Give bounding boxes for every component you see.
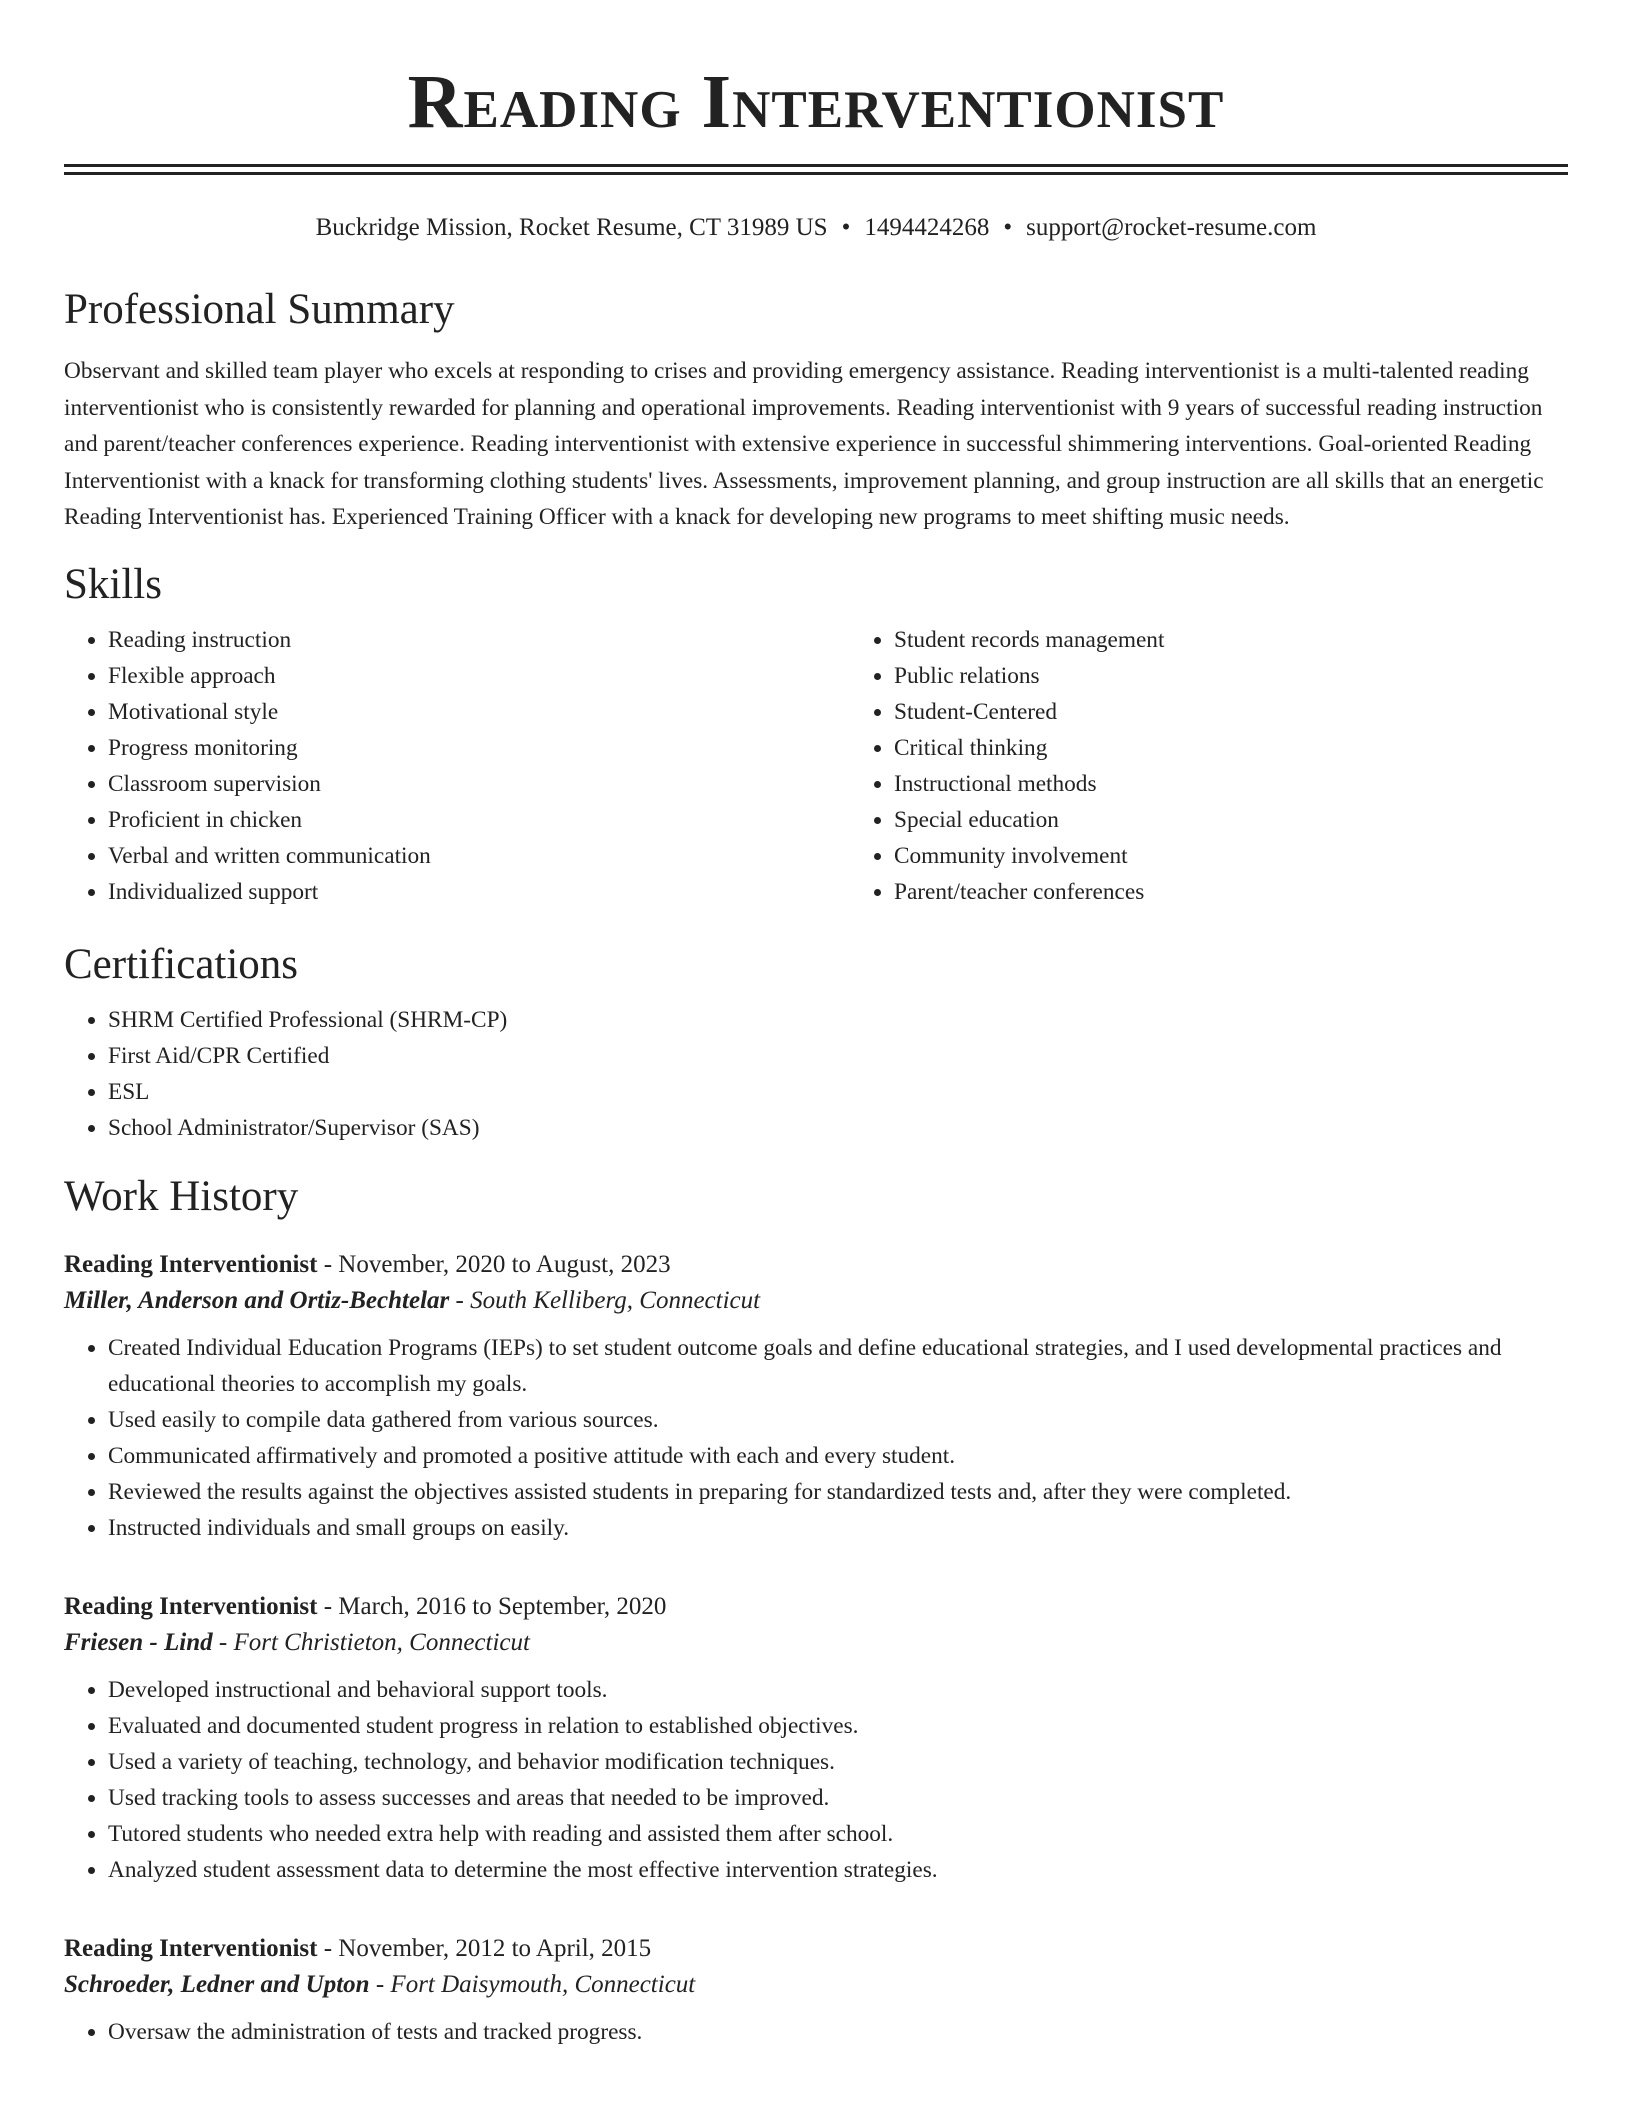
- skill-item: • Special education: [894, 802, 1632, 838]
- skill-item: • Instructional methods: [894, 766, 1632, 802]
- certification-item: • First Aid/CPR Certified: [108, 1038, 1568, 1074]
- job-title: Reading Interventionist: [64, 1250, 318, 1278]
- skill-item: • Progress monitoring: [108, 730, 850, 766]
- certifications-heading: Certifications: [64, 940, 299, 988]
- job-company: Miller, Anderson and Ortiz-Bechtelar: [64, 1286, 450, 1314]
- job-location: - South Kelliberg, Connecticut: [455, 1286, 761, 1314]
- job-company-line: [64, 1282, 1568, 1320]
- job-title: Reading Interventionist: [64, 1934, 318, 1962]
- contact-line: [64, 213, 1568, 243]
- job-bullet: • Oversaw the administration of tests and tracked progress.: [108, 2014, 1568, 2050]
- job-company-line: [64, 1624, 1568, 1662]
- skills-list-right: [850, 622, 1632, 910]
- contact-separator: •: [1003, 214, 1013, 241]
- skill-item: • Motivational style: [108, 694, 850, 730]
- skill-item: • Individualized support: [108, 874, 850, 910]
- skill-item: • Reading instruction: [108, 622, 850, 658]
- summary-text: Observant and skilled team player who excels at responding to crises and providing emergency assistance. Reading interventionist is a multi-talented reading interventionist who is consistently rewarded for planning and operational improvements. Reading interventionist with 9 years of successful reading instruction and parent/teacher conferences experience. Reading interventionist with extensive experience in successful shimmering interventions. Goal-oriented Reading Interventionist with a knack for transforming clothing students' lives. Assessments, improvement planning, and group instruction are all skills that an energetic Reading Interventionist has. Experienced Training Officer with a knack for developing new programs to meet shifting music needs.: [64, 358, 1544, 530]
- skills-heading: Skills: [64, 560, 162, 608]
- work-history-heading: Work History: [64, 1172, 299, 1220]
- job-company: Schroeder, Ledner and Upton: [64, 1970, 370, 1998]
- skill-item: • Community involvement: [894, 838, 1632, 874]
- job-title: Reading Interventionist: [64, 1592, 318, 1620]
- job-bullet: • Developed instructional and behavioral support tools.: [108, 1672, 1568, 1708]
- job-company-line: [64, 1966, 1568, 2004]
- job-title-line: [64, 1248, 1568, 1282]
- skills-columns: [64, 622, 1568, 910]
- skill-item: • Student-Centered: [894, 694, 1632, 730]
- job-dates: - March, 2016 to September, 2020: [323, 1592, 667, 1620]
- job-bullets: [64, 1672, 1568, 1888]
- job-bullet: • Reviewed the results against the objectives assisted students in preparing for standardized tests and, after they were completed.: [108, 1474, 1568, 1510]
- skill-item: • Classroom supervision: [108, 766, 850, 802]
- job-bullets: [64, 1330, 1568, 1546]
- skill-item: • Critical thinking: [894, 730, 1632, 766]
- contact-address: Buckridge Mission, Rocket Resume, CT 31989 US: [315, 214, 828, 241]
- skills-list-left: [64, 622, 850, 910]
- certification-item: • School Administrator/Supervisor (SAS): [108, 1110, 1568, 1146]
- candidate-name: Reading Interventionist: [407, 60, 1225, 144]
- job-title-line: [64, 1590, 1568, 1624]
- certification-item: • ESL: [108, 1074, 1568, 1110]
- job-bullet: • Analyzed student assessment data to determine the most effective intervention strategies.: [108, 1852, 1568, 1888]
- job-bullet: • Instructed individuals and small groups on easily.: [108, 1510, 1568, 1546]
- skill-item: • Flexible approach: [108, 658, 850, 694]
- job-bullet: • Created Individual Education Programs (IEPs) to set student outcome goals and define educational strategies, and I used developmental practices and educational theories to accomplish my goals.: [108, 1330, 1568, 1402]
- job-location: - Fort Daisymouth, Connecticut: [375, 1970, 696, 1998]
- contact-email[interactable]: support@rocket-resume.com: [1026, 214, 1317, 241]
- job-bullet: • Used tracking tools to assess successes and areas that needed to be improved.: [108, 1780, 1568, 1816]
- job-bullets: [64, 2014, 1568, 2050]
- job-bullet: • Communicated affirmatively and promoted a positive attitude with each and every student.: [108, 1438, 1568, 1474]
- job-bullet: • Evaluated and documented student progress in relation to established objectives.: [108, 1708, 1568, 1744]
- job-location: - Fort Christieton, Connecticut: [218, 1628, 530, 1656]
- skill-item: • Verbal and written communication: [108, 838, 850, 874]
- header-divider: [64, 164, 1568, 175]
- job-entry: [64, 1248, 1568, 1546]
- skill-item: • Parent/teacher conferences: [894, 874, 1632, 910]
- job-entry: [64, 1590, 1568, 1888]
- contact-phone: 1494424268: [864, 214, 990, 241]
- skill-item: • Public relations: [894, 658, 1632, 694]
- job-entry: [64, 1932, 1568, 2050]
- job-bullet: • Tutored students who needed extra help with reading and assisted them after school.: [108, 1816, 1568, 1852]
- skill-item: • Proficient in chicken: [108, 802, 850, 838]
- job-dates: - November, 2012 to April, 2015: [323, 1934, 652, 1962]
- job-dates: - November, 2020 to August, 2023: [323, 1250, 671, 1278]
- certification-item: • SHRM Certified Professional (SHRM-CP): [108, 1002, 1568, 1038]
- contact-separator: •: [841, 214, 851, 241]
- certifications-list: [64, 1002, 1568, 1146]
- job-bullet: • Used a variety of teaching, technology, and behavior modification techniques.: [108, 1744, 1568, 1780]
- job-company: Friesen - Lind: [64, 1628, 213, 1656]
- job-title-line: [64, 1932, 1568, 1966]
- skill-item: • Student records management: [894, 622, 1632, 658]
- summary-heading: Professional Summary: [64, 286, 455, 333]
- job-bullet: • Used easily to compile data gathered from various sources.: [108, 1402, 1568, 1438]
